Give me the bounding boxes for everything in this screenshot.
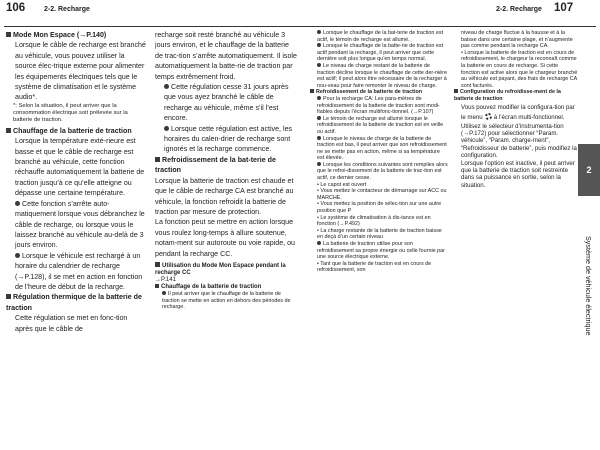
square-bullet-icon <box>155 262 160 267</box>
footnote: *: Selon la situation, il peut arriver que la consommation électrique soit prélevée sur la batterie de traction. <box>13 102 128 123</box>
paragraph: Utilisez le sélecteur d’instrumenta-tion (→P.172) pour sélectionner “Param. véhicule”, “Param. charge-ment”, “Refroidisseur de batterie”, puis modifiez la configuration. <box>461 122 577 160</box>
square-bullet-icon <box>310 89 314 93</box>
heading: Refroidissement de la bat-terie de traction <box>155 155 276 175</box>
bullet-item: Lorsque le niveau de charge de la batterie de traction est bas, il peut arriver que son refroidissement ne se mette pas en action, même si sa température est élevée. <box>317 135 447 162</box>
dash-item: • Le capot est ouvert <box>317 181 367 188</box>
bullet-icon <box>317 136 321 140</box>
bullet-icon <box>15 253 20 258</box>
bullet-item: Le témoin de recharge est allumé lorsque le refroidissement de la batterie de traction est en veille ou actif. <box>317 115 444 135</box>
dash-item: • Le système de climatisation à dis-tance est en fonction (→P.492) <box>317 214 431 228</box>
section-title: 2-2. Recharge <box>44 6 90 13</box>
bullet-item: Cette régulation cesse 31 jours après que vous ayez branché le câble de recharge au véhicule, même s’il l’est encore. <box>164 83 289 123</box>
paragraph: Lorsque la température exté-rieure est basse et que le câble de recharge est branché au véhicule, cette fonction réchauffe automatiquement la batterie de traction jusqu’à ce qu’elle atteigne ou dépasse une certaine température. <box>15 137 145 198</box>
note-box <box>155 262 297 311</box>
bullet-icon <box>317 241 321 245</box>
bullet-icon <box>317 116 321 120</box>
bullet-icon <box>162 291 166 295</box>
right-page <box>300 0 600 450</box>
header-rule <box>4 26 300 27</box>
heading: Mode Mon Espace (→P.140) <box>6 30 146 40</box>
paragraph: Lorsque le câble de recharge est branché au véhicule, vous pouvez utiliser la source élec-trique externe pour alimenter les équipements électriques tels que le système de climatisation et le système audio*. <box>15 41 146 102</box>
section-title: 2-2. Recharge <box>496 6 542 13</box>
dash-item: • Vous mettez le contacteur de démarrage sur ACC ou MARCHE. <box>317 188 447 201</box>
paragraph: niveau de charge fluctue à la hausse et à la baisse dans une certaine plage, et n’augmente pas comme pendant la recharge CA. <box>461 30 573 50</box>
chapter-title: Système de véhicule électrique <box>584 236 593 336</box>
paragraph: Cette régulation se met en fonc-tion après que le câble de <box>15 314 128 333</box>
page-reference: →P.141 <box>155 277 176 284</box>
bullet-icon <box>164 126 169 131</box>
square-bullet-icon <box>6 32 11 37</box>
bullet-icon <box>164 84 169 89</box>
right-col1 <box>310 30 448 274</box>
bullet-item: Le niveau de charge restant de la batterie de traction décline lorsque le chauffage de cette der-nière est actif; il peut alors être nécessaire de la recharger à nou-veau pour faire remonter le niveau de charge. <box>317 62 447 89</box>
paragraph: Lorsque l’option est inactive, il peut arriver que la batterie de traction soit restreinte dans sa puissance en sortie, selon la situation. <box>461 159 575 189</box>
bullet-item: Lorsque cette régulation est active, les horaires du calen-drier de recharge sont ignorés et la recharge commence. <box>164 124 293 154</box>
left-col1 <box>6 30 146 334</box>
bullet-icon <box>317 63 321 67</box>
heading: Utilisation du Mode Mon Espace pendant la recharge CC <box>155 262 286 277</box>
dash-item: • Lorsque la batterie de traction est en cours de refroidissement, le chargeur la reconnaît comme la batterie en cours de recharge. Si cette fonction est active alors que le chargeur branché au véhicule est payant, des frais de recharge CA sont facturés. <box>461 49 578 89</box>
heading: Chauffage de la batterie de traction <box>6 126 146 136</box>
right-col2 <box>454 30 578 189</box>
square-bullet-icon <box>6 128 11 133</box>
header-rule <box>300 26 596 27</box>
dash-item: • Vous mettez la position de sélec-tion sur une autre position que P <box>317 201 442 215</box>
left-col2 <box>155 30 297 311</box>
bullet-icon <box>317 162 321 166</box>
bullet-item: Il peut arriver que le chauffage de la batterie de traction se mette en action en dehors des périodes de recharge. <box>162 291 291 311</box>
bullet-item: Pour la recharge CA: Les para-mètres de refroidissement de la batterie de traction sont modi-fiables depuis l’écran multifonc-tionnel. (→P.107) <box>317 95 440 116</box>
bullet-item: Lorsque le chauffage de la bat-terie de traction est actif, le témoin de recharge est allumé. <box>317 30 444 43</box>
heading: Régulation thermique de la batterie de traction <box>6 293 142 312</box>
square-bullet-icon <box>454 89 458 93</box>
bullet-item: Cette fonction s’arrête auto-matiquement lorsque vous débranchez le câble de recharge, ou lorsque vous le laissez branché au véhicule au-delà de 3 jours environ. <box>15 199 145 250</box>
paragraph: La fonction peut se mettre en action lorsque vous roulez long-temps à allure soutenue, notam-ment sur autoroute ou voie rapide, ou pendant la recharge CC. <box>155 218 295 258</box>
page-number: 107 <box>554 2 574 14</box>
bullet-icon <box>317 96 321 100</box>
chapter-tab: 2 <box>578 144 600 196</box>
bullet-icon <box>317 43 321 47</box>
paragraph: Vous pouvez modifier la configura-tion par le menu à l’écran multi-fonctionnel. <box>461 103 575 121</box>
bullet-item: La batterie de traction utilise pour son refroidissement sa propre énergie ou celle fournie par une source électrique externe. <box>317 241 445 261</box>
bullet-icon <box>317 30 321 34</box>
bullet-item: Lorsque le véhicule est rechargé à un horaire du calendrier de recharge (→P.128), il se met en action en fonction de l’heure de début de la recharge. <box>15 251 143 291</box>
page-number: 106 <box>6 2 26 14</box>
heading: Refroidissement de la batterie de traction <box>310 89 448 96</box>
gear-icon <box>485 113 492 120</box>
paragraph: recharge soit resté branché au véhicule 3 jours environ, et le chauffage de la batterie de trac-tion s’arrête automatiquement. Il isole automatiquement la batte-rie de traction par temps extrêmement froid. <box>155 31 297 81</box>
square-bullet-icon <box>155 284 159 288</box>
paragraph: Lorsque la batterie de traction est chaude et que le câble de recharge CA est branché au véhicule, la fonction refroidit la batterie de traction par mesure de protection. <box>155 176 294 216</box>
dash-item: • La charge restante de la batterie de traction baisse en deçà d’un certain niveau <box>317 227 442 241</box>
bullet-icon <box>15 201 20 206</box>
heading: Configuration du refroidisse-ment de la batterie de traction <box>454 89 561 102</box>
bullet-item: Lorsque les conditions suivantes sont remplies alors que le refroi-dissement de la batterie de trac-tion est actif, ce dernier cesse. <box>317 161 448 182</box>
heading: Chauffage de la batterie de traction <box>155 284 297 291</box>
square-bullet-icon <box>155 157 160 162</box>
dash-item: • Tant que la batterie de traction est en cours de refroidissement, son <box>317 260 432 274</box>
square-bullet-icon <box>6 294 11 299</box>
bullet-item: Lorsque le chauffage de la batte-rie de traction est actif pendant la recharge, il peut arriver que cette dernière soit plus longue qu’en temps normal. <box>317 43 444 63</box>
